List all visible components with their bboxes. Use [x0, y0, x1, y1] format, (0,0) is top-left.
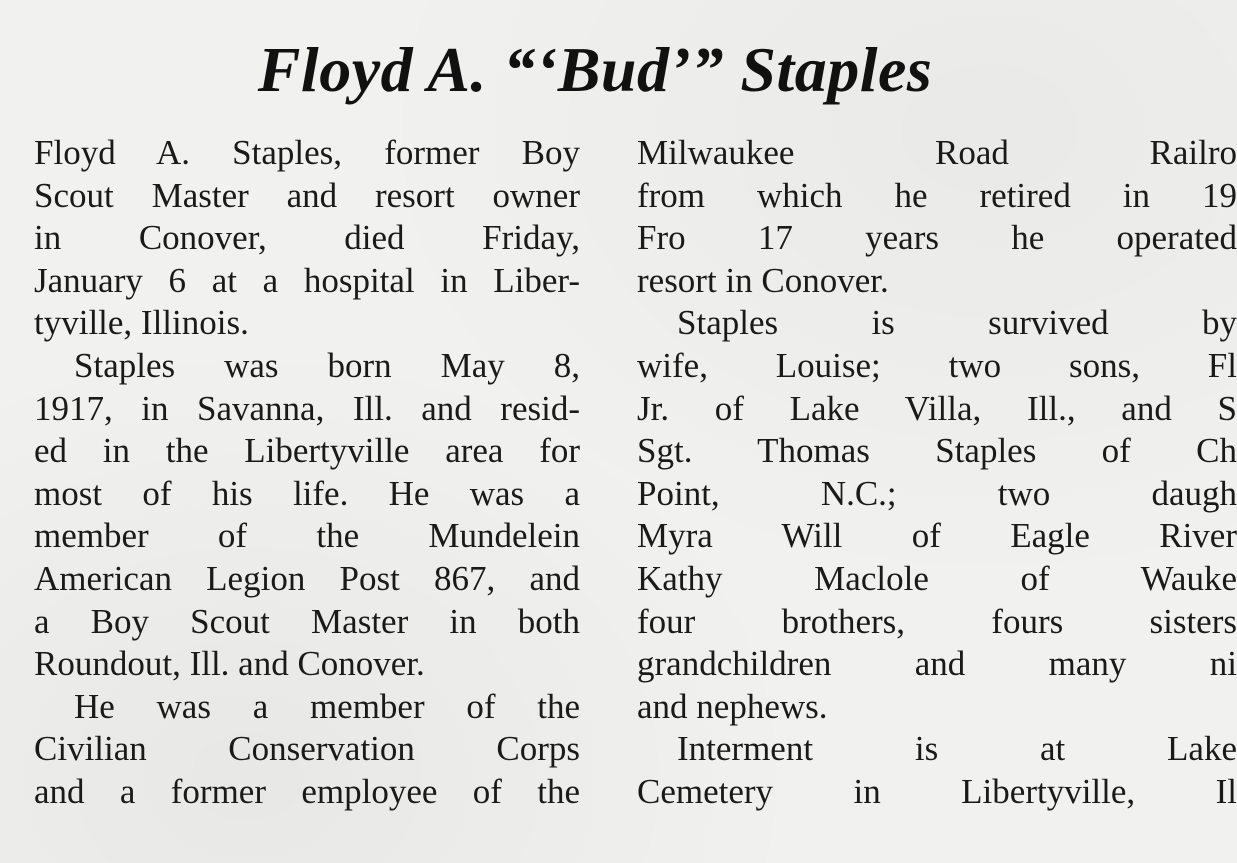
right-column	[637, 132, 1237, 814]
text-line: tyville, Illinois.	[34, 303, 249, 343]
text-line: Staples was born May 8,	[74, 345, 580, 385]
text-line: Myra Will of Eagle River	[637, 516, 1237, 556]
text-line: Civilian Conservation Corps	[34, 729, 580, 769]
text-line: Roundout, Ill. and Conover.	[34, 644, 425, 684]
text-line: Fro 17 years he operated	[637, 218, 1237, 258]
text-line: Sgt. Thomas Staples of Ch	[637, 431, 1237, 471]
text-line: He was a member of the	[74, 686, 580, 726]
text-line: Cemetery in Libertyville, Il	[637, 771, 1237, 811]
text-line: Floyd A. Staples, former Boy	[34, 133, 580, 172]
obituary-headline: Floyd A. “‘Bud’” Staples	[257, 34, 933, 105]
text-line: from which he retired in 19	[637, 175, 1237, 215]
text-line: resort in Conover.	[637, 260, 889, 300]
text-line: January 6 at a hospital in Liber-	[34, 260, 580, 300]
left-column	[34, 132, 580, 814]
text-line: Staples is survived by	[677, 303, 1237, 343]
text-line: in Conover, died Friday,	[34, 218, 580, 258]
text-line: Interment is at Lake	[677, 729, 1237, 769]
text-line: Milwaukee Road Railro	[637, 133, 1237, 172]
text-line: Point, N.C.; two daugh	[637, 473, 1237, 513]
text-line: Kathy Maclole of Wauke	[637, 558, 1237, 598]
text-line: ed in the Libertyville area for	[34, 431, 580, 471]
text-line: grandchildren and many ni	[637, 644, 1237, 684]
text-line: 1917, in Savanna, Ill. and resid-	[34, 388, 580, 428]
text-line: four brothers, fours sisters	[637, 601, 1237, 641]
text-line: wife, Louise; two sons, Fl	[637, 345, 1237, 385]
text-line: Jr. of Lake Villa, Ill., and S	[637, 388, 1237, 428]
text-line: and nephews.	[637, 686, 828, 726]
text-line: most of his life. He was a	[34, 473, 580, 513]
text-line: member of the Mundelein	[34, 516, 580, 556]
text-line: Scout Master and resort owner	[34, 175, 580, 215]
text-line: and a former employee of the	[34, 771, 580, 811]
text-line: American Legion Post 867, and	[34, 558, 580, 598]
text-line: a Boy Scout Master in both	[34, 601, 580, 641]
